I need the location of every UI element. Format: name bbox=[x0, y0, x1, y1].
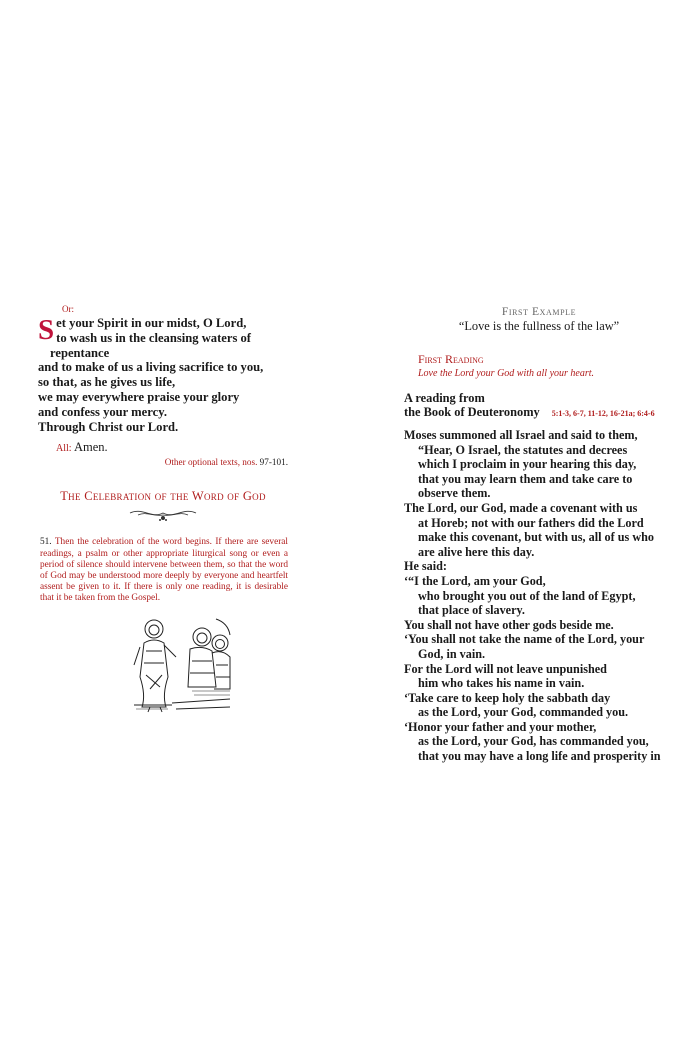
rubric-text: Then the celebration of the word begins. If there are several readings, a psalm or other appropriate liturgical song or even a period of silence should intervene between them, so that the word of God may be understood more deeply by everyone and heartfelt assent be given to it. If there is only one reading, it is desirable that it be taken from the Gospel. bbox=[40, 537, 289, 604]
text-line: “Hear, O Israel, the statutes and decrees bbox=[418, 442, 628, 457]
prayer-line: and to make of us a living sacrifice to you, bbox=[38, 360, 264, 375]
amen-text: Amen. bbox=[74, 440, 108, 455]
left-page bbox=[38, 304, 288, 713]
prayer-line: et your Spirit in our midst, O Lord, bbox=[56, 316, 247, 330]
rubric-number: 51. bbox=[40, 537, 52, 548]
text-line: who brought you out of the land of Egypt, bbox=[418, 588, 636, 603]
reading-source-line bbox=[404, 406, 674, 421]
text-line: ‘“I the Lord, am your God, bbox=[404, 573, 546, 588]
text-line: that you may have a long life and prosperity in bbox=[418, 749, 661, 764]
woodcut-illustration bbox=[132, 617, 232, 713]
reading-antiphon: Love the Lord your God with all your heart. bbox=[418, 368, 595, 379]
book-name: the Book of Deuteronomy bbox=[404, 404, 540, 419]
text-line: For the Lord will not leave unpunished bbox=[404, 661, 607, 676]
text-line: The Lord, our God, made a covenant with us bbox=[404, 500, 638, 515]
text-line: that place of slavery. bbox=[418, 603, 525, 618]
text-line: observe them. bbox=[418, 486, 491, 501]
prayer-line: so that, as he gives us life, bbox=[38, 375, 176, 390]
example-subtitle: “Love is the fullness of the law” bbox=[458, 319, 620, 333]
text-line: ‘You shall not take the name of the Lord, your bbox=[404, 632, 645, 647]
prayer-line: and confess your mercy. bbox=[38, 404, 167, 419]
text-line: him who takes his name in vain. bbox=[418, 676, 585, 691]
text-line: as the Lord, your God, has commanded you, bbox=[418, 734, 649, 749]
text-line: You shall not have other gods beside me. bbox=[404, 617, 614, 632]
optional-texts-ref bbox=[38, 457, 288, 467]
text-line: ‘Take care to keep holy the sabbath day bbox=[404, 690, 611, 705]
text-line: as the Lord, your God, commanded you. bbox=[418, 705, 629, 720]
drop-cap: S bbox=[38, 314, 55, 346]
text-line: Moses summoned all Israel and said to them, bbox=[404, 428, 638, 442]
text-line: at Horeb; not with our fathers did the Lord bbox=[418, 515, 644, 530]
text-line: God, in vain. bbox=[418, 646, 486, 661]
ornament-icon bbox=[128, 507, 198, 523]
text-line: ‘Honor your father and your mother, bbox=[404, 719, 597, 734]
amen-response bbox=[56, 440, 288, 455]
prayer-line: we may everywhere praise your glory bbox=[38, 389, 240, 404]
prayer-text bbox=[38, 316, 288, 434]
prayer-line: Through Christ our Lord. bbox=[38, 419, 179, 434]
reading-text bbox=[404, 428, 674, 764]
text-line: are alive here this day. bbox=[418, 544, 535, 559]
right-page bbox=[404, 306, 674, 764]
prayer-line: to wash us in the cleansing waters of bbox=[56, 330, 251, 345]
or-label: Or: bbox=[62, 304, 74, 314]
reading-source-line: A reading from bbox=[404, 391, 485, 405]
text-line: which I proclaim in your hearing this day, bbox=[418, 457, 637, 472]
reading-source bbox=[404, 392, 674, 420]
optional-texts-numbers: 97-101. bbox=[259, 457, 288, 468]
text-line: make this covenant, but with us, all of us who bbox=[418, 530, 655, 545]
prayer-line: repentance bbox=[50, 345, 110, 360]
example-heading: First Example bbox=[501, 306, 577, 318]
reading-heading: First Reading bbox=[418, 352, 484, 366]
text-line: that you may learn them and take care to bbox=[418, 471, 633, 486]
text-line: He said: bbox=[404, 559, 447, 574]
rubric-paragraph bbox=[38, 537, 288, 604]
scripture-citation: 5:1-3, 6-7, 11-12, 16-21a; 6:4-6 bbox=[551, 408, 655, 418]
optional-texts-label: Other optional texts, nos. bbox=[164, 457, 258, 468]
section-title: The Celebration of the Word of God bbox=[60, 489, 266, 504]
all-label: All: bbox=[56, 443, 72, 455]
